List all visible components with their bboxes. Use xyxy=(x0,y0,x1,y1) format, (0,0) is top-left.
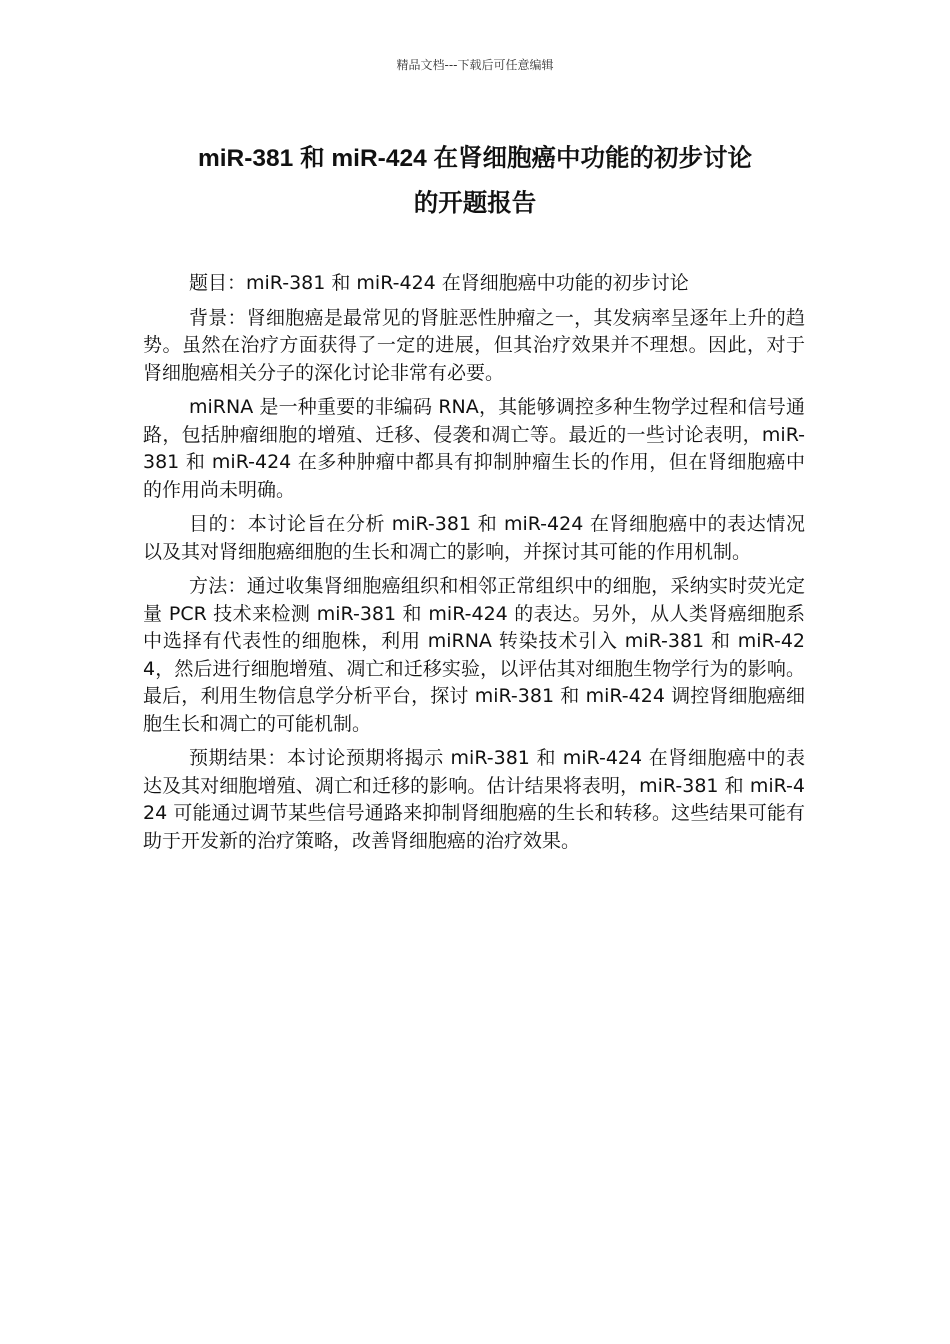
paragraph-background: 背景：肾细胞癌是最常见的肾脏恶性肿瘤之一，其发病率呈逐年上升的趋势。虽然在治疗方面获得了一定的进展，但其治疗效果并不理想。因此，对于肾细胞癌相关分子的深化讨论非常有必要。 xyxy=(143,306,805,384)
document-title-line-1: miR-381 和 miR-424 在肾细胞癌中功能的初步讨论 xyxy=(197,145,753,172)
paragraph-topic: 题目：miR-381 和 miR-424 在肾细胞癌中功能的初步讨论 xyxy=(189,272,689,294)
paragraph-methods: 方法：通过收集肾细胞癌组织和相邻正常组织中的细胞，采纳实时荧光定量 PCR 技术来检测 miR-381 和 miR-424 的表达。另外，从人类肾癌细胞系中选择有代表性的细胞株，利用 miRNA 转染技术引入 miR-381 和 miR-424，然后进行细胞增殖、凋亡和迁移实验，以评估其对细胞生物学行为的影响。最后，利用生物信息学分析平台，探讨 miR-381 和 miR-424 调控肾细胞癌细胞生长和凋亡的可能机制。 xyxy=(143,575,805,735)
document-title-line-2: 的开题报告 xyxy=(413,190,537,217)
paragraph-purpose: 目的：本讨论旨在分析 miR-381 和 miR-424 在肾细胞癌中的表达情况以及其对肾细胞癌细胞的生长和凋亡的影响，并探讨其可能的作用机制。 xyxy=(143,513,805,563)
document-body xyxy=(143,270,805,862)
paragraph-expected-results: 预期结果：本讨论预期将揭示 miR-381 和 miR-424 在肾细胞癌中的表达及其对细胞增殖、凋亡和迁移的影响。估计结果将表明，miR-381 和 miR-424 可能通过调节某些信号通路来抑制肾细胞癌的生长和转移。这些结果可能有助于开发新的治疗策略，改善肾细胞癌的治疗效果。 xyxy=(143,747,805,852)
paragraph-mirna: miRNA 是一种重要的非编码 RNA，其能够调控多种生物学过程和信号通路，包括肿瘤细胞的增殖、迁移、侵袭和凋亡等。最近的一些讨论表明，miR-381 和 miR-424 在多种肿瘤中都具有抑制肿瘤生长的作用，但在肾细胞癌中的作用尚未明确。 xyxy=(143,396,805,501)
page-header: 精品文档---下载后可任意编辑 xyxy=(396,58,554,72)
document-title xyxy=(140,136,810,226)
